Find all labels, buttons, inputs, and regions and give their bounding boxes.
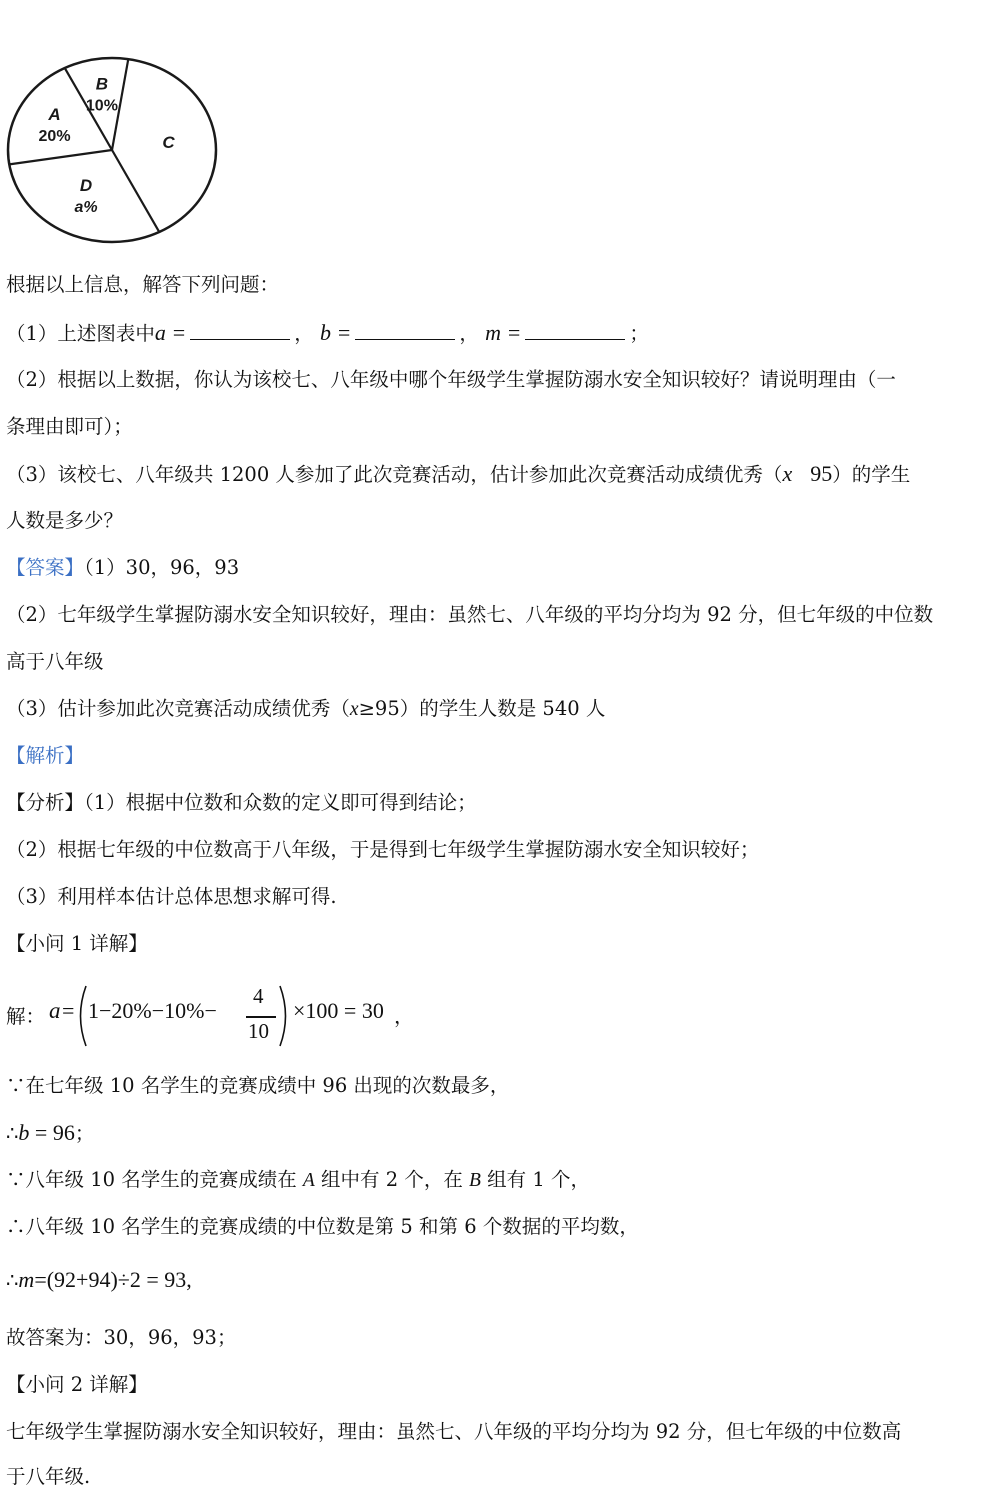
q3-text: （3）该校七、八年级共 1200 人参加了此次竞赛活动，估计参加此次竞赛活动成绩优秀（	[6, 463, 783, 486]
answer-3-x: x	[349, 699, 359, 720]
answer-3-pre: （3）估计参加此次竞赛活动成绩优秀（	[6, 697, 350, 720]
s3-pre: ∵八年级 10 名学生的竞赛成绩在	[6, 1168, 303, 1191]
pie-slice-boundary	[112, 150, 159, 232]
answer-3-post: ≥95）的学生人数是 540 人	[358, 697, 606, 720]
pie-slice-letter: C	[162, 133, 175, 153]
intro-text: 根据以上信息，解答下列问题：	[6, 273, 280, 296]
fraction-denominator: 10	[248, 1019, 269, 1043]
s3-post: 组有 1 个，	[480, 1168, 590, 1191]
equation-a	[6, 984, 446, 1050]
q1-sep: ，	[459, 322, 479, 345]
left-paren	[73, 984, 89, 1048]
q1-prefix: （1）上述图表中	[6, 322, 155, 345]
detail2-line1: 七年级学生掌握防溺水安全知识较好，理由：虽然七、八年级的平均分均为 92 分，但七年级的中位数高	[6, 1420, 902, 1443]
fraction-numerator: 4	[253, 984, 264, 1008]
s2-b: b	[18, 1120, 30, 1145]
q1-b-blank[interactable]	[355, 319, 455, 340]
eq-prefix: 解：	[6, 1005, 46, 1028]
s2-val: = 96	[29, 1120, 75, 1145]
question-3-line2: 人数是多少？	[6, 509, 124, 532]
s5-expr: =(92+94)÷2 = 93,	[34, 1267, 192, 1292]
pie-slice-letter: A	[48, 105, 61, 125]
detail2-line2: 于八年级.	[6, 1465, 91, 1488]
s2-end: ；	[74, 1122, 95, 1145]
q3-x: x	[782, 461, 793, 486]
pie-slice-letter: B	[95, 74, 109, 94]
pie-slice-letter: D	[79, 176, 93, 196]
analysis-f1	[6, 788, 985, 818]
therefore-symbol: ∴	[6, 1122, 19, 1145]
q3-text-end: ）的学生	[832, 463, 911, 486]
pie-chart-svg	[4, 56, 220, 246]
answer-2-line1: （2）七年级学生掌握防溺水安全知识较好，理由：虽然七、八年级的平均分均为 92 分，但七年级的中位数	[6, 603, 934, 626]
fenxi-tag: 【分析】	[6, 791, 85, 814]
fraction-bar	[246, 1016, 276, 1018]
s5-m: m	[18, 1267, 35, 1292]
eq-var-a: a	[49, 998, 61, 1023]
pie-slice-percent: 10%	[85, 97, 118, 115]
q1-m-label: m =	[485, 320, 522, 345]
pie-slice-boundary	[9, 150, 112, 164]
answer-tag: 【答案】	[6, 556, 85, 579]
q1-a-blank[interactable]	[190, 319, 290, 340]
eq-tail: ×100 = 30	[293, 998, 384, 1023]
detail1-s2	[6, 1118, 985, 1149]
eq-comma: ，	[394, 1004, 414, 1028]
question-2-line2: 条理由即可）；	[6, 415, 133, 438]
answer-3	[6, 694, 985, 725]
analysis-tag: 【解析】	[6, 744, 85, 767]
q1-sep: ，	[294, 322, 314, 345]
pie-chart	[4, 56, 220, 246]
question-1	[6, 318, 985, 349]
q1-b-label: b =	[320, 320, 352, 345]
question-3-line1	[6, 459, 985, 490]
right-paren	[277, 984, 293, 1048]
s3-B: B	[469, 1170, 481, 1191]
analysis-f3: （3）利用样本估计总体思想求解可得.	[6, 885, 337, 908]
s3-mid: 组中有 2 个，在	[314, 1168, 470, 1191]
detail2-heading: 【小问 2 详解】	[6, 1373, 148, 1396]
therefore-symbol: ∴	[6, 1269, 19, 1292]
s3-A: A	[302, 1170, 315, 1191]
detail1-s1: ∵在七年级 10 名学生的竞赛成绩中 96 出现的次数最多，	[6, 1074, 510, 1097]
q1-m-blank[interactable]	[525, 319, 625, 340]
answer-1: （1）30，96，93	[84, 556, 240, 579]
detail1-s4: ∴八年级 10 名学生的竞赛成绩的中位数是第 5 和第 6 个数据的平均数，	[6, 1215, 639, 1238]
fenxi-1: （1）根据中位数和众数的定义即可得到结论；	[84, 791, 477, 814]
q3-n: 95	[810, 461, 833, 486]
q1-end: ；	[629, 322, 649, 345]
answer-2-line2: 高于八年级	[6, 650, 104, 673]
eq-equals: =	[62, 998, 75, 1023]
detail1-s3	[6, 1165, 985, 1196]
analysis-f2: （2）根据七年级的中位数高于八年级，于是得到七年级学生掌握防溺水安全知识较好；	[6, 838, 760, 861]
question-2-line1: （2）根据以上数据，你认为该校七、八年级中哪个年级学生掌握防溺水安全知识较好？请说明理由（一	[6, 368, 896, 391]
pie-slice-percent: a%	[74, 199, 98, 217]
pie-slice-percent: 20%	[38, 128, 71, 146]
detail1-s5	[6, 1265, 985, 1296]
eq-inner: 1−20%−10%−	[88, 998, 217, 1023]
detail1-heading: 【小问 1 详解】	[6, 932, 148, 955]
answer-line1	[6, 553, 985, 583]
q1-a-label: a =	[154, 320, 187, 345]
detail1-conclusion: 故答案为：30，96，93；	[6, 1326, 237, 1349]
